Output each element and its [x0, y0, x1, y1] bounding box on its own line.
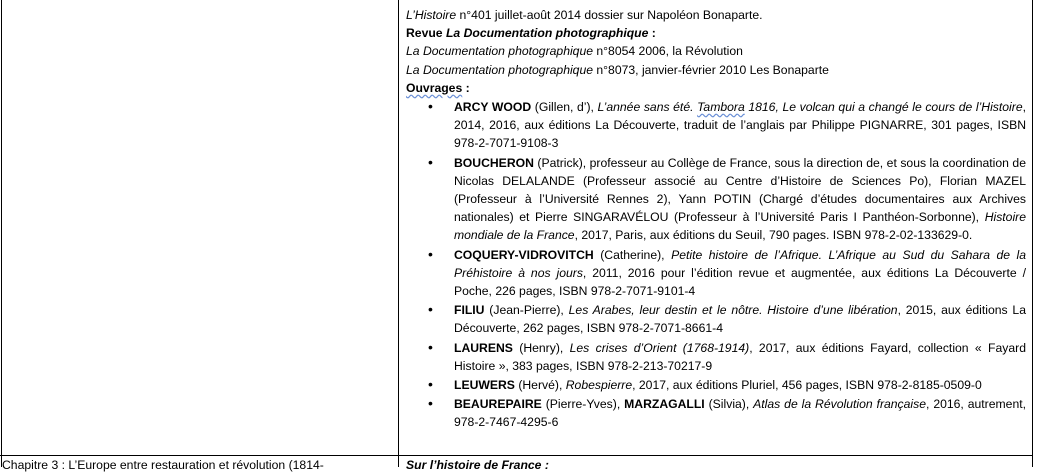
book-title: Atlas de la Révolution française: [753, 397, 927, 412]
docphoto-title-1: La Documentation photographique: [406, 44, 594, 59]
table-row-divider: [0, 455, 1033, 456]
revue-prefix: Revue: [406, 26, 446, 41]
revue-suffix: :: [648, 26, 656, 41]
docphoto-title-2: La Documentation photographique: [406, 62, 594, 77]
book-publication: , 2014, 2016, aux éditions La Découverte, traduit de l’anglais par Philippe PIGNARRE, 301 pages, ISBN 978-2-7071-9108-3: [454, 100, 1026, 151]
histoire-details: n°401 juillet-août 2014 dossier sur Napoléon Bonaparte.: [456, 8, 763, 22]
book-publication: , 2016, autrement, 978-2-7467-4295-6: [454, 397, 1026, 430]
book-author-2: MARZAGALLI: [624, 397, 705, 412]
docphoto-details-2: n°8073, janvier-février 2010 Les Bonaparte: [593, 62, 829, 77]
book-author-details: (Hervé),: [514, 378, 566, 393]
book-author-2-details: (Silvia),: [704, 397, 754, 412]
book-author-details: (Jean-Pierre),: [484, 303, 569, 318]
bullet-icon: •: [428, 376, 433, 393]
revue-heading: [406, 24, 1026, 42]
book-publication: , 2011, 2016 pour l’édition revue et augmentée, aux éditions La Découverte / Poche, 226 pages, ISBN 978-2-7071-9101-4: [454, 265, 1026, 299]
book-list: [406, 98, 1026, 432]
bullet-icon: •: [428, 395, 433, 412]
book-author: COQUERY-VIDROVITCH: [454, 247, 594, 262]
table-right-border: [1032, 0, 1033, 467]
book-author: FILIU: [454, 303, 485, 318]
docphoto-details-1: n°8054 2006, la Révolution: [593, 44, 743, 59]
book-publication: , 2017, Paris, aux éditions du Seuil, 790 pages. ISBN 978-2-02-133629-0.: [574, 228, 973, 243]
next-section-heading: [406, 458, 549, 472]
book-publication: , 2017, aux éditions Fayard, collection « Fayard Histoire », 383 pages, ISBN 978-2-213-70217-9: [454, 340, 1026, 373]
book-author-details: (Gillen, d’),: [531, 100, 598, 115]
histoire-line: [406, 6, 1026, 24]
bullet-icon: •: [428, 338, 433, 355]
ouvrages-heading: [406, 79, 1026, 97]
histoire-title: L’Histoire: [406, 8, 457, 22]
list-item: [406, 376, 1026, 394]
table-column-divider: [398, 0, 399, 467]
list-item: [406, 395, 1026, 431]
book-title: Petite histoire de l’Afrique. L’Afrique au Sud du Sahara de la Préhistoire à nos jours: [454, 247, 1026, 280]
book-publication: , 2017, aux éditions Pluriel, 456 pages, ISBN 978-2-8185-0509-0: [632, 378, 982, 393]
book-title-part: L’année sans été.: [597, 100, 698, 115]
book-author-details: (Patrick), professeur au Collège de France, sous la direction de, et sous la coordination de Nicolas DELALANDE (Professeur associé au Centre d’Histoire de Sciences Po), Florian MAZEL (Professeur à l’Université Rennes 2), Yann POTIN (Chargé d’études documentaires aux Archives nationales) et Pierre SINGARAVÉLOU (Professeur à l’Université Paris I Panthéon-Sorbonne),: [454, 155, 1026, 225]
next-chapter-cell: Chapitre 3 : L’Europe entre restauration et révolution (1814-: [2, 458, 324, 472]
book-author: BEAUREPAIRE: [454, 397, 542, 412]
references-cell: [406, 6, 1026, 432]
book-title-part: Tambora: [697, 100, 745, 115]
docphoto-line-1: [406, 42, 1026, 60]
list-item: [406, 98, 1026, 153]
book-author: ARCY WOOD: [454, 100, 532, 115]
book-author-details: (Henry),: [512, 340, 570, 355]
book-title: Histoire mondiale de la France: [454, 210, 1026, 243]
book-author: BOUCHERON: [454, 155, 534, 170]
book-title: Les crises d’Orient (1768-1914): [569, 340, 750, 355]
bullet-icon: •: [428, 301, 433, 318]
bullet-icon: •: [428, 98, 433, 115]
revue-title: La Documentation photographique: [445, 26, 649, 41]
bullet-icon: •: [428, 245, 433, 262]
table-left-border: [1, 0, 2, 467]
book-title: Robespierre: [565, 378, 633, 393]
book-author: LAURENS: [454, 340, 513, 355]
book-author-details: (Catherine),: [593, 247, 672, 262]
book-title: Les Arabes, leur destin et le nôtre. Histoire d’une libération: [568, 303, 898, 318]
book-author-details: (Pierre-Yves),: [541, 397, 625, 412]
ouvrages-suffix: :: [462, 80, 470, 95]
book-publication: , 2015, aux éditions La Découverte, 262 pages, ISBN 978-2-7071-8661-4: [454, 303, 1026, 336]
book-author: LEUWERS: [454, 378, 515, 393]
ouvrages-word: Ouvrages: [406, 80, 463, 95]
bullet-icon: •: [428, 153, 433, 170]
list-item: [406, 154, 1026, 245]
next-section-title: Sur l’histoire de France :: [406, 458, 549, 472]
list-item: [406, 246, 1026, 301]
list-item: [406, 339, 1026, 375]
book-title-part: 1816, Le volcan qui a changé le cours de l’Histoire: [744, 100, 1023, 115]
docphoto-line-2: [406, 61, 1026, 79]
list-item: [406, 301, 1026, 337]
